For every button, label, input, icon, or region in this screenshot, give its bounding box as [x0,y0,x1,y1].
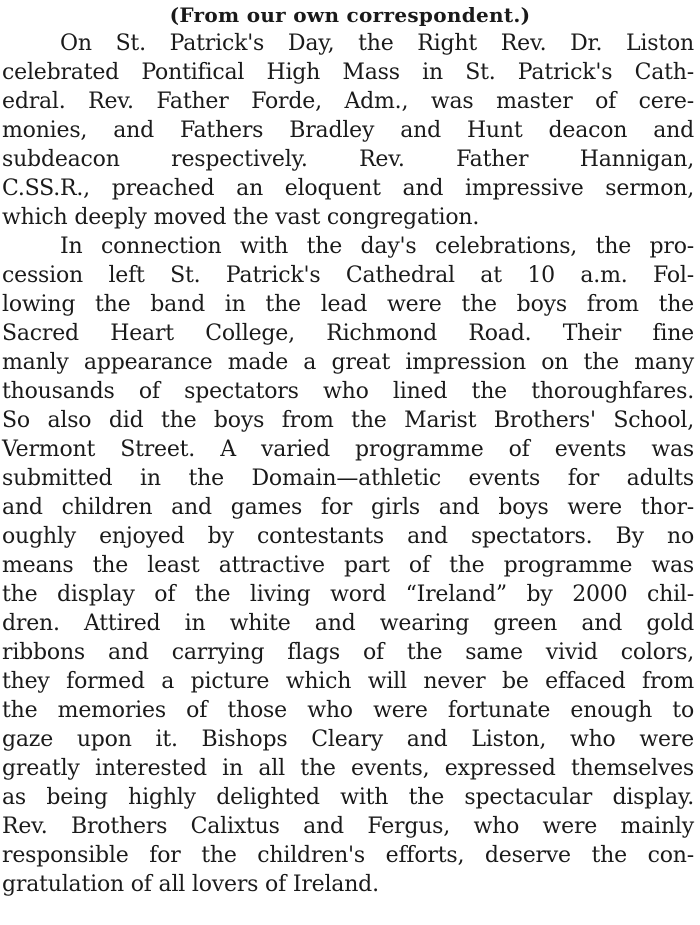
article-line: gratulation of all lovers of Ireland. [2,872,379,897]
article-line: responsible for the children's efforts, deserve the con- [2,843,694,868]
article-line: edral. Rev. Father Forde, Adm., was master of cere- [2,89,694,114]
article-line: means the least attractive part of the programme was [2,553,694,578]
article-line: In connection with the day's celebrations, the pro- [60,234,694,259]
article-line: lowing the band in the lead were the boys from the [2,292,694,317]
article-line: as being highly delighted with the spectacular display. [2,785,694,810]
article-line: the display of the living word “Ireland” by 2000 chil- [2,582,694,607]
article-line: and children and games for girls and boys were thor- [2,495,694,520]
article-line: cession left St. Patrick's Cathedral at 10 a.m. Fol- [2,263,694,288]
article-line: On St. Patrick's Day, the Right Rev. Dr. Liston [60,31,694,56]
article-byline: (From our own correspondent.) [169,3,531,27]
article-line: Sacred Heart College, Richmond Road. Their fine [2,321,694,346]
article-line: monies, and Fathers Bradley and Hunt deacon and [2,118,694,143]
article-line: celebrated Pontifical High Mass in St. Patrick's Cath- [2,60,694,85]
article-line: So also did the boys from the Marist Brothers' School, [2,408,694,433]
article-line: C.SS.R., preached an eloquent and impressive sermon, [2,176,694,201]
article-line: oughly enjoyed by contestants and spectators. By no [2,524,694,549]
article-line: manly appearance made a great impression on the many [2,350,694,375]
article-line: dren. Attired in white and wearing green and gold [2,611,694,636]
article-line: Rev. Brothers Calixtus and Fergus, who were mainly [2,814,694,839]
article-line: which deeply moved the vast congregation. [2,205,480,230]
article-line: thousands of spectators who lined the thoroughfares. [2,379,694,404]
article-line: greatly interested in all the events, expressed themselves [2,756,694,781]
article-line: ribbons and carrying flags of the same vivid colors, [2,640,694,665]
article-line: they formed a picture which will never be effaced from [2,669,694,694]
article-line: gaze upon it. Bishops Cleary and Liston, who were [2,727,694,752]
article-line: subdeacon respectively. Rev. Father Hannigan, [2,147,694,172]
article-line: submitted in the Domain—athletic events for adults [2,466,694,491]
article-line: Vermont Street. A varied programme of events was [2,437,694,462]
article-line: the memories of those who were fortunate enough to [2,698,694,723]
